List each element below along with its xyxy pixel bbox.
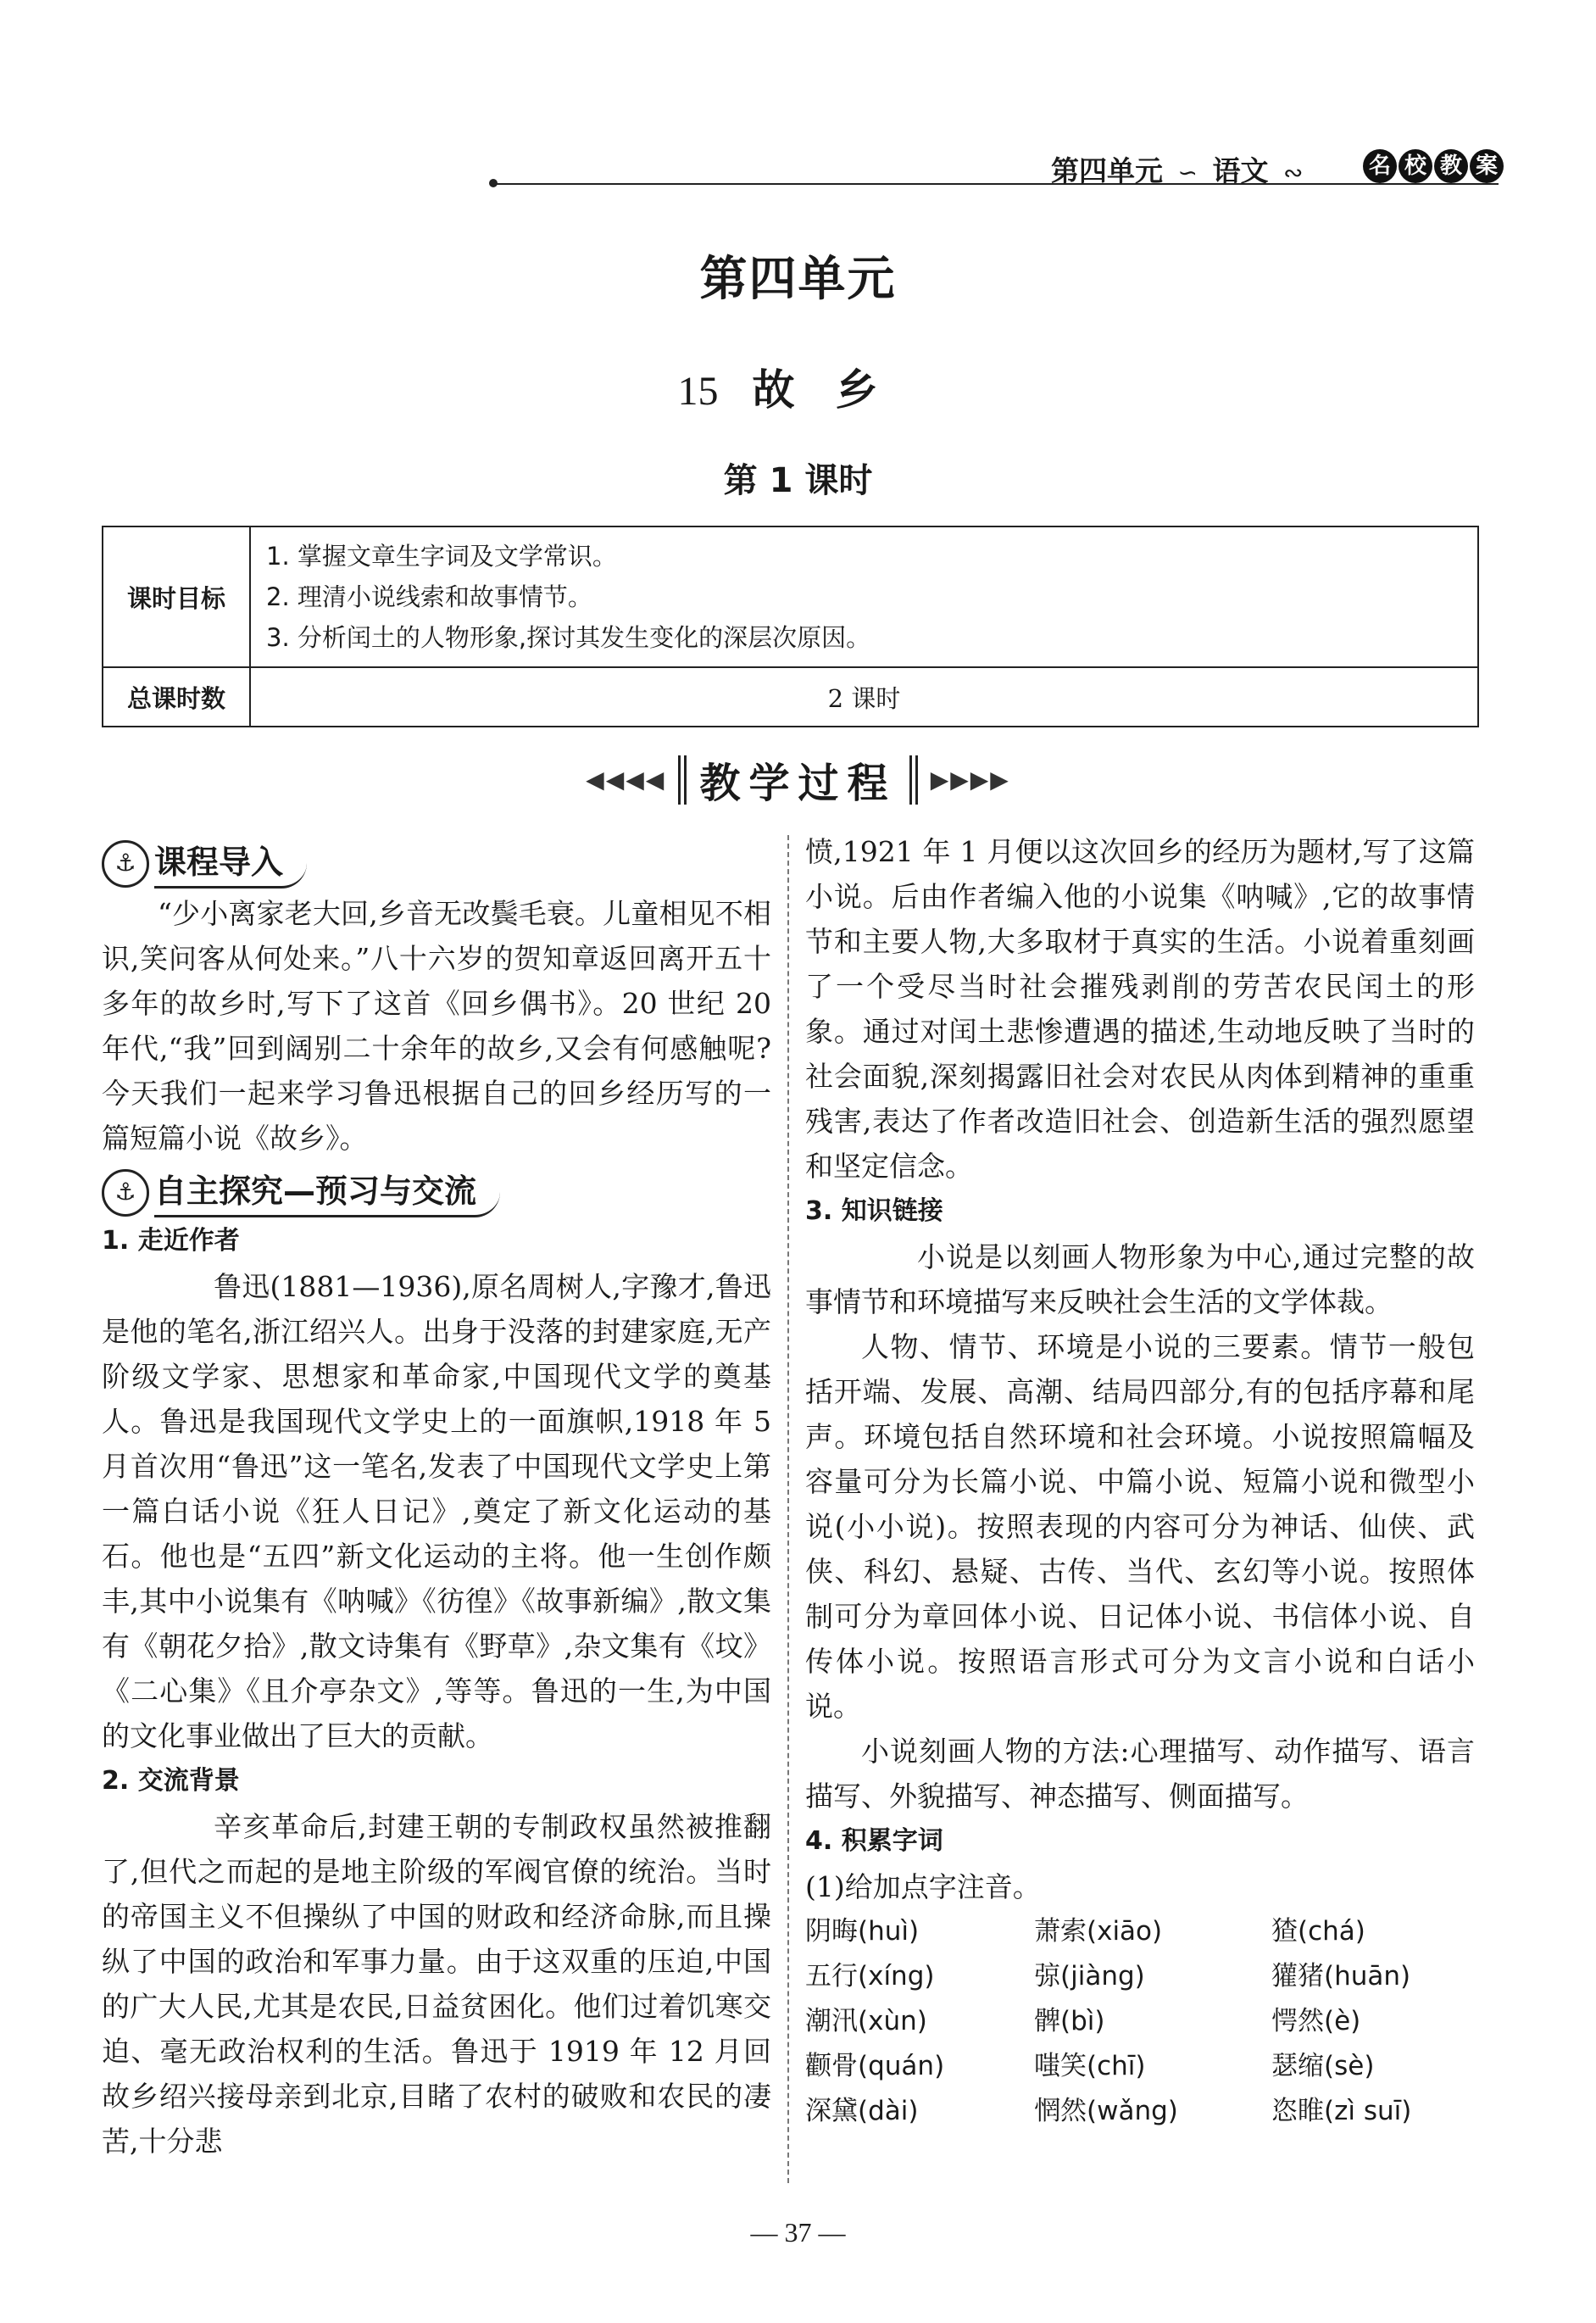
explore-heading [102, 1167, 771, 1217]
pinyin-item: 弶(jiàng) [1034, 1961, 1145, 1992]
pinyin-item: 潮汛(xùn) [805, 2006, 927, 2036]
lesson-name: 故乡 [752, 365, 919, 415]
header-unit: 第四单元 [1051, 154, 1163, 187]
total-value: 2 课时 [250, 667, 1478, 727]
section-4-instruction: (1)给加点字注音。 [805, 1870, 1041, 1903]
brand-char: 教 [1434, 149, 1468, 183]
section-2-text-continued: 愤,1921 年 1 月便以这次回乡的经历为题材,写了这篇小说。后由作者编入他的小说集《呐喊》,它的故事情节和主要人物,大多取材于真实的生活。小说着重刻画了一个受尽当时社会摧残剥削的劳苦农民闰土的形象。通过对闰土悲惨遭遇的描述,生动地反映了当时的社会面貌,深刻揭露旧社会对农民从肉体到精神的重重残害,表达了作者改造旧社会、创造新生活的强烈愿望和坚定信念。 [805, 835, 1475, 1183]
pinyin-item: 髀(bì) [1034, 2006, 1105, 2036]
anchor-icon: ⚓ [102, 840, 149, 888]
pinyin-item: 颧骨(quán) [805, 2051, 945, 2081]
brand-char: 名 [1363, 149, 1397, 183]
left-column [102, 835, 771, 2164]
page-number: — 37 — [750, 2217, 846, 2248]
goals-list [250, 526, 1478, 667]
lesson-title [0, 356, 1596, 417]
intro-title: 课程导入 [154, 838, 307, 889]
pinyin-item: 惘然(wǎng) [1034, 2096, 1178, 2126]
pinyin-item: 深黛(dài) [805, 2096, 919, 2126]
explore-title: 自主探究—预习与交流 [154, 1167, 500, 1217]
lesson-number: 15 [677, 369, 719, 414]
pinyin-item: 愕然(è) [1271, 2006, 1361, 2036]
process-title: 教学过程 [699, 760, 897, 807]
process-banner [0, 750, 1596, 809]
right-column [805, 829, 1475, 2134]
bracket-icon [678, 755, 687, 805]
goals-label: 课时目标 [103, 526, 250, 667]
goals-table [102, 526, 1479, 727]
pinyin-item: 獾猪(huān) [1271, 1961, 1411, 1992]
ornament-icon: ∾ [1282, 159, 1304, 187]
section-2-text: 辛亥革命后,封建王朝的专制政权虽然被推翻了,但代之而起的是地主阶级的军阀官僚的统治。当时的帝国主义不但操纵了中国的财政和经济命脉,而且操纵了中国的政治和军事力量。由于这双重的压迫,中国的广大人民,尤其是农民,日益贫困化。他们过着饥寒交迫、毫无政治权利的生活。鲁迅于 1919 年 12 月回故乡绍兴接母亲到北京,目睹了农村的破败和农民的凄苦,十分悲 [102, 1810, 771, 2158]
pinyin-item: 猹(chá) [1271, 1916, 1365, 1947]
section-1-text: 鲁迅(1881—1936),原名周树人,字豫才,鲁迅是他的笔名,浙江绍兴人。出身于没落的封建家庭,无产阶级文学家、思想家和革命家,中国现代文学的奠基人。鲁迅是我国现代文学史上的一面旗帜,1918 年 5 月首次用“鲁迅”这一笔名,发表了中国现代文学史上第一篇白话小说《狂人日记》,奠定了新文化运动的基石。他也是“五四”新文化运动的主将。他一生创作颇丰,其中小说集有《呐喊》《彷徨》《故事新编》,散文集有《朝花夕拾》,散文诗集有《野草》,杂文集有《坟》《二心集》《且介亭杂文》,等等。鲁迅的一生,为中国的文化事业做出了巨大的贡献。 [102, 1270, 771, 1752]
ornament-icon: ∽ [1177, 159, 1198, 187]
section-3-paragraph: 小说刻画人物的方法:心理描写、动作描写、语言描写、外貌描写、神态描写、侧面描写。 [805, 1735, 1475, 1813]
section-3-title: 3. 知识链接 [805, 1196, 943, 1226]
section-3-paragraph: 人物、情节、环境是小说的三要素。情节一般包括开端、发展、高潮、结局四部分,有的包括序幕和尾声。环境包括自然环境和社会环境。小说按照篇幅及容量可分为长篇小说、中篇小说、短篇小说和微型小说(小小说)。按照表现的内容可分为神话、仙侠、武侠、科幻、悬疑、古传、当代、玄幻等小说。按照体制可分为章回体小说、日记体小说、书信体小说、自传体小说。按照语言形式可分为文言小说和白话小说。 [805, 1330, 1475, 1723]
goal-item: 3. 分析闰土的人物形象,探讨其发生变化的深层次原因。 [266, 623, 871, 652]
unit-title: 第四单元 [699, 252, 897, 307]
header-subject: 语文 [1212, 154, 1269, 187]
brand-logo [1363, 149, 1504, 183]
pinyin-item: 萧索(xiāo) [1034, 1916, 1163, 1947]
pinyin-item: 五行(xíng) [805, 1961, 935, 1992]
goal-item: 1. 掌握文章生字词及文学常识。 [266, 542, 617, 571]
intro-text: “少小离家老大回,乡音无改鬓毛衰。儿童相见不相识,笑问客从何处来。”八十六岁的贺知章返回离开五十多年的故乡时,写下了这首《回乡偶书》。20 世纪 20 年代,“我”回到阔别二十余年的故乡,又会有何感触呢?今天我们一起来学习鲁迅根据自己的回乡经历写的一篇短篇小说《故乡》。 [102, 897, 771, 1155]
brand-char: 案 [1470, 149, 1504, 183]
pinyin-grid [805, 1909, 1475, 2134]
brand-char: 校 [1399, 149, 1432, 183]
left-arrows-icon: ◀◀◀◀ [586, 766, 666, 794]
intro-heading [102, 838, 771, 888]
section-3-paragraph: 小说是以刻画人物形象为中心,通过完整的故事情节和环境描写来反映社会生活的文学体裁。 [805, 1240, 1475, 1318]
column-divider [787, 835, 789, 2183]
pinyin-item: 恣睢(zì suī) [1271, 2096, 1412, 2126]
total-label: 总课时数 [103, 667, 250, 727]
pinyin-item: 瑟缩(sè) [1271, 2051, 1375, 2081]
running-header [1051, 149, 1308, 189]
right-arrows-icon: ▶▶▶▶ [930, 766, 1010, 794]
pinyin-item: 阴晦(huì) [805, 1916, 920, 1947]
section-4-title: 4. 积累字词 [805, 1826, 943, 1856]
header-rule [494, 183, 1499, 185]
section-2-title: 2. 交流背景 [102, 1766, 240, 1796]
bracket-icon [909, 755, 918, 805]
pinyin-item: 嗤笑(chī) [1034, 2051, 1146, 2081]
period-title: 第 1 课时 [723, 461, 873, 500]
goal-item: 2. 理清小说线索和故事情节。 [266, 582, 592, 611]
anchor-icon: ⚓ [102, 1169, 149, 1217]
section-1-title: 1. 走近作者 [102, 1226, 240, 1256]
